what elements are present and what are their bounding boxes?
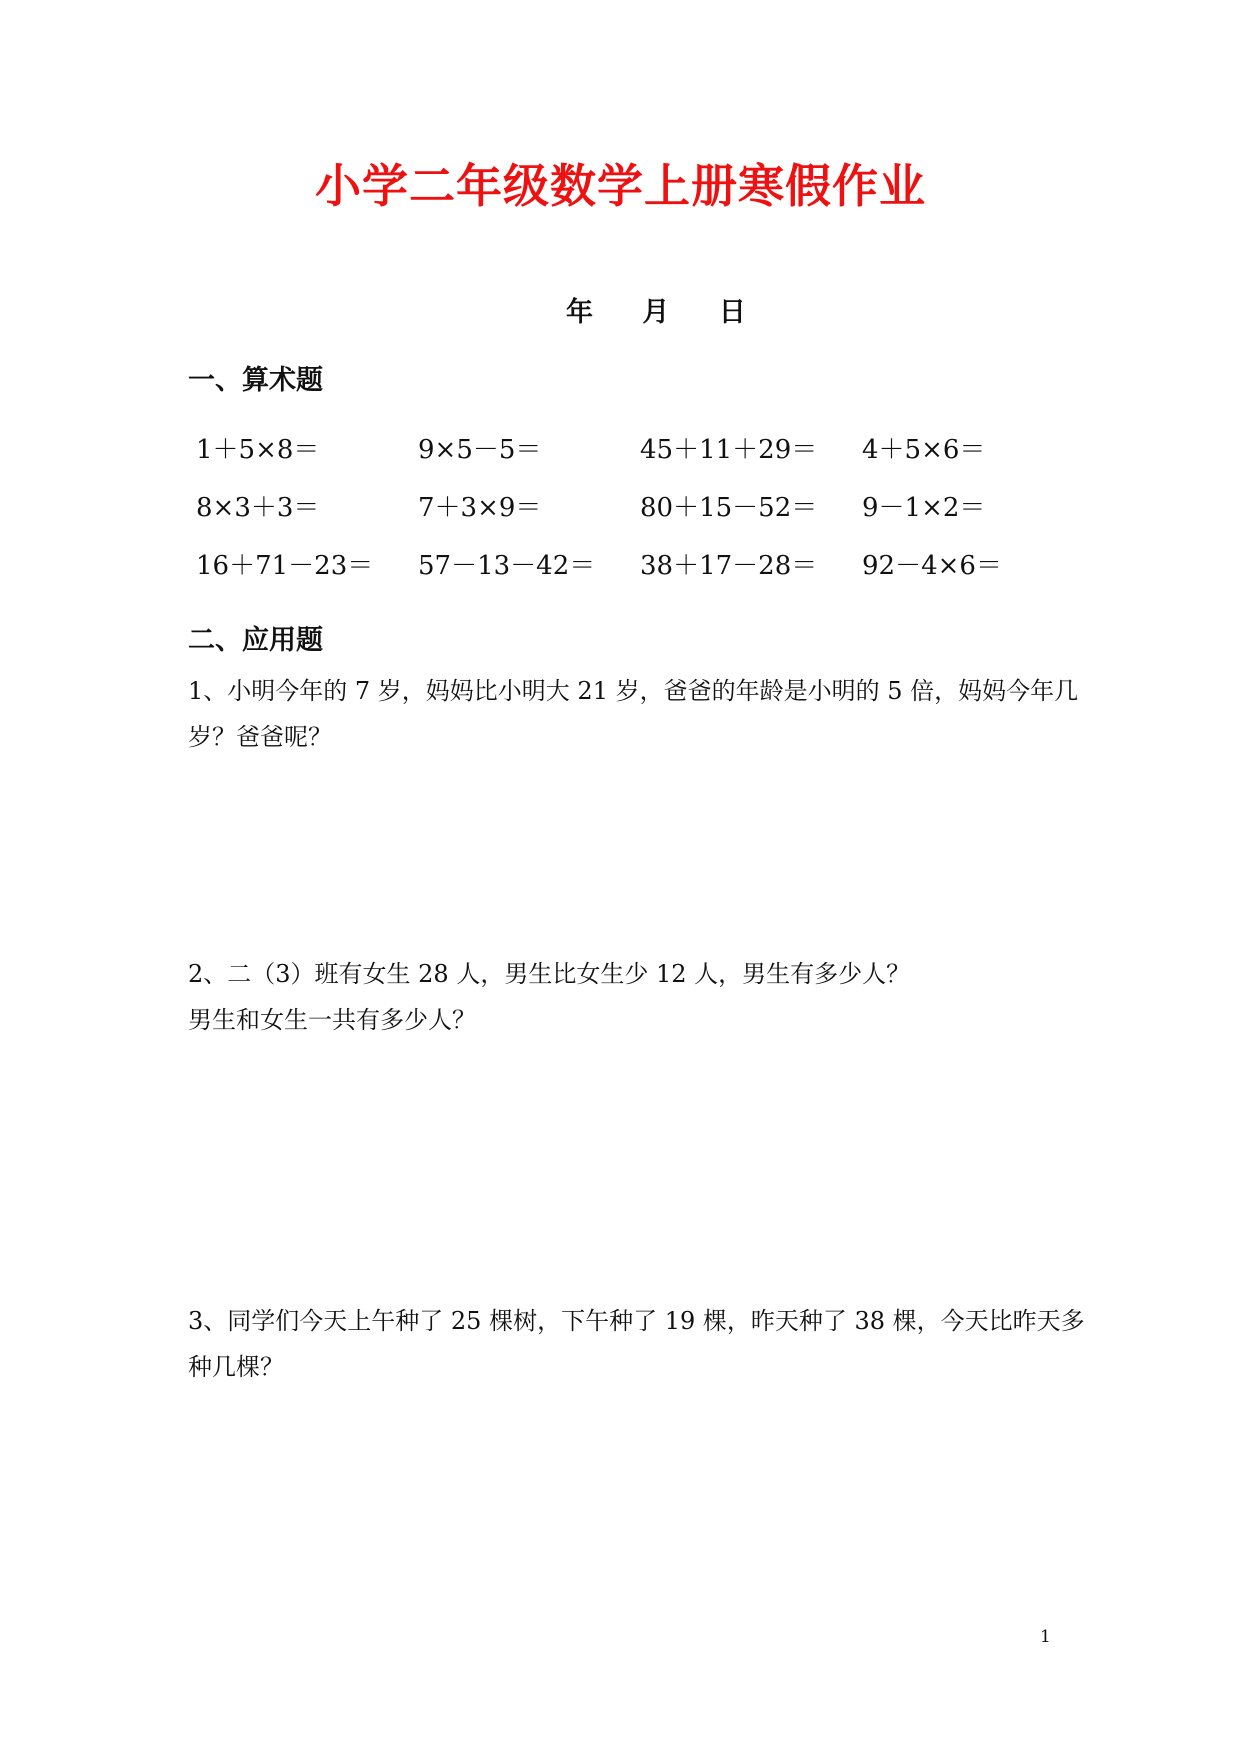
question-text-line: 岁？爸爸呢？ — [188, 723, 332, 751]
date-year-label: 年 — [566, 297, 593, 328]
arithmetic-problem: 4＋5×6＝ — [862, 435, 986, 465]
section-heading-word-problems: 二、应用题 — [188, 625, 323, 656]
arithmetic-problem: 9－1×2＝ — [862, 493, 986, 523]
word-problem-2 — [188, 951, 1068, 1043]
section-heading-arithmetic: 一、算术题 — [188, 365, 323, 396]
date-line — [566, 296, 746, 330]
question-text-line: 男生和女生一共有多少人？ — [188, 1006, 476, 1034]
arithmetic-problem: 80＋15－52＝ — [640, 493, 818, 523]
question-text-line: 种几棵？ — [188, 1353, 284, 1381]
arithmetic-problem: 8×3＋3＝ — [196, 493, 320, 523]
arithmetic-problem: 1＋5×8＝ — [196, 435, 320, 465]
arithmetic-problem: 45＋11＋29＝ — [640, 435, 818, 465]
arithmetic-problem: 92－4×6＝ — [862, 551, 1002, 581]
word-problem-3 — [188, 1298, 1085, 1390]
page-title: 小学二年级数学上册寒假作业 — [315, 159, 926, 213]
arithmetic-problem: 16＋71－23＝ — [196, 551, 374, 581]
question-text-line: 1、小明今年的 7 岁，妈妈比小明大 21 岁，爸爸的年龄是小明的 5 倍，妈妈今年几 — [188, 677, 1079, 705]
arithmetic-problems — [196, 433, 1056, 607]
arithmetic-problem: 7＋3×9＝ — [418, 493, 542, 523]
date-month-label: 月 — [642, 297, 670, 328]
arithmetic-problem: 57－13－42＝ — [418, 551, 596, 581]
date-day-label: 日 — [718, 297, 746, 328]
arithmetic-problem: 9×5－5＝ — [418, 435, 542, 465]
page-number: 1 — [1040, 1627, 1051, 1647]
question-text-line: 2、二（3）班有女生 28 人，男生比女生少 12 人，男生有多少人？ — [188, 960, 911, 988]
word-problem-1 — [188, 668, 1079, 760]
arithmetic-problem: 38＋17－28＝ — [640, 551, 818, 581]
question-text-line: 3、同学们今天上午种了 25 棵树，下午种了 19 棵，昨天种了 38 棵，今天比昨天多 — [188, 1307, 1085, 1335]
